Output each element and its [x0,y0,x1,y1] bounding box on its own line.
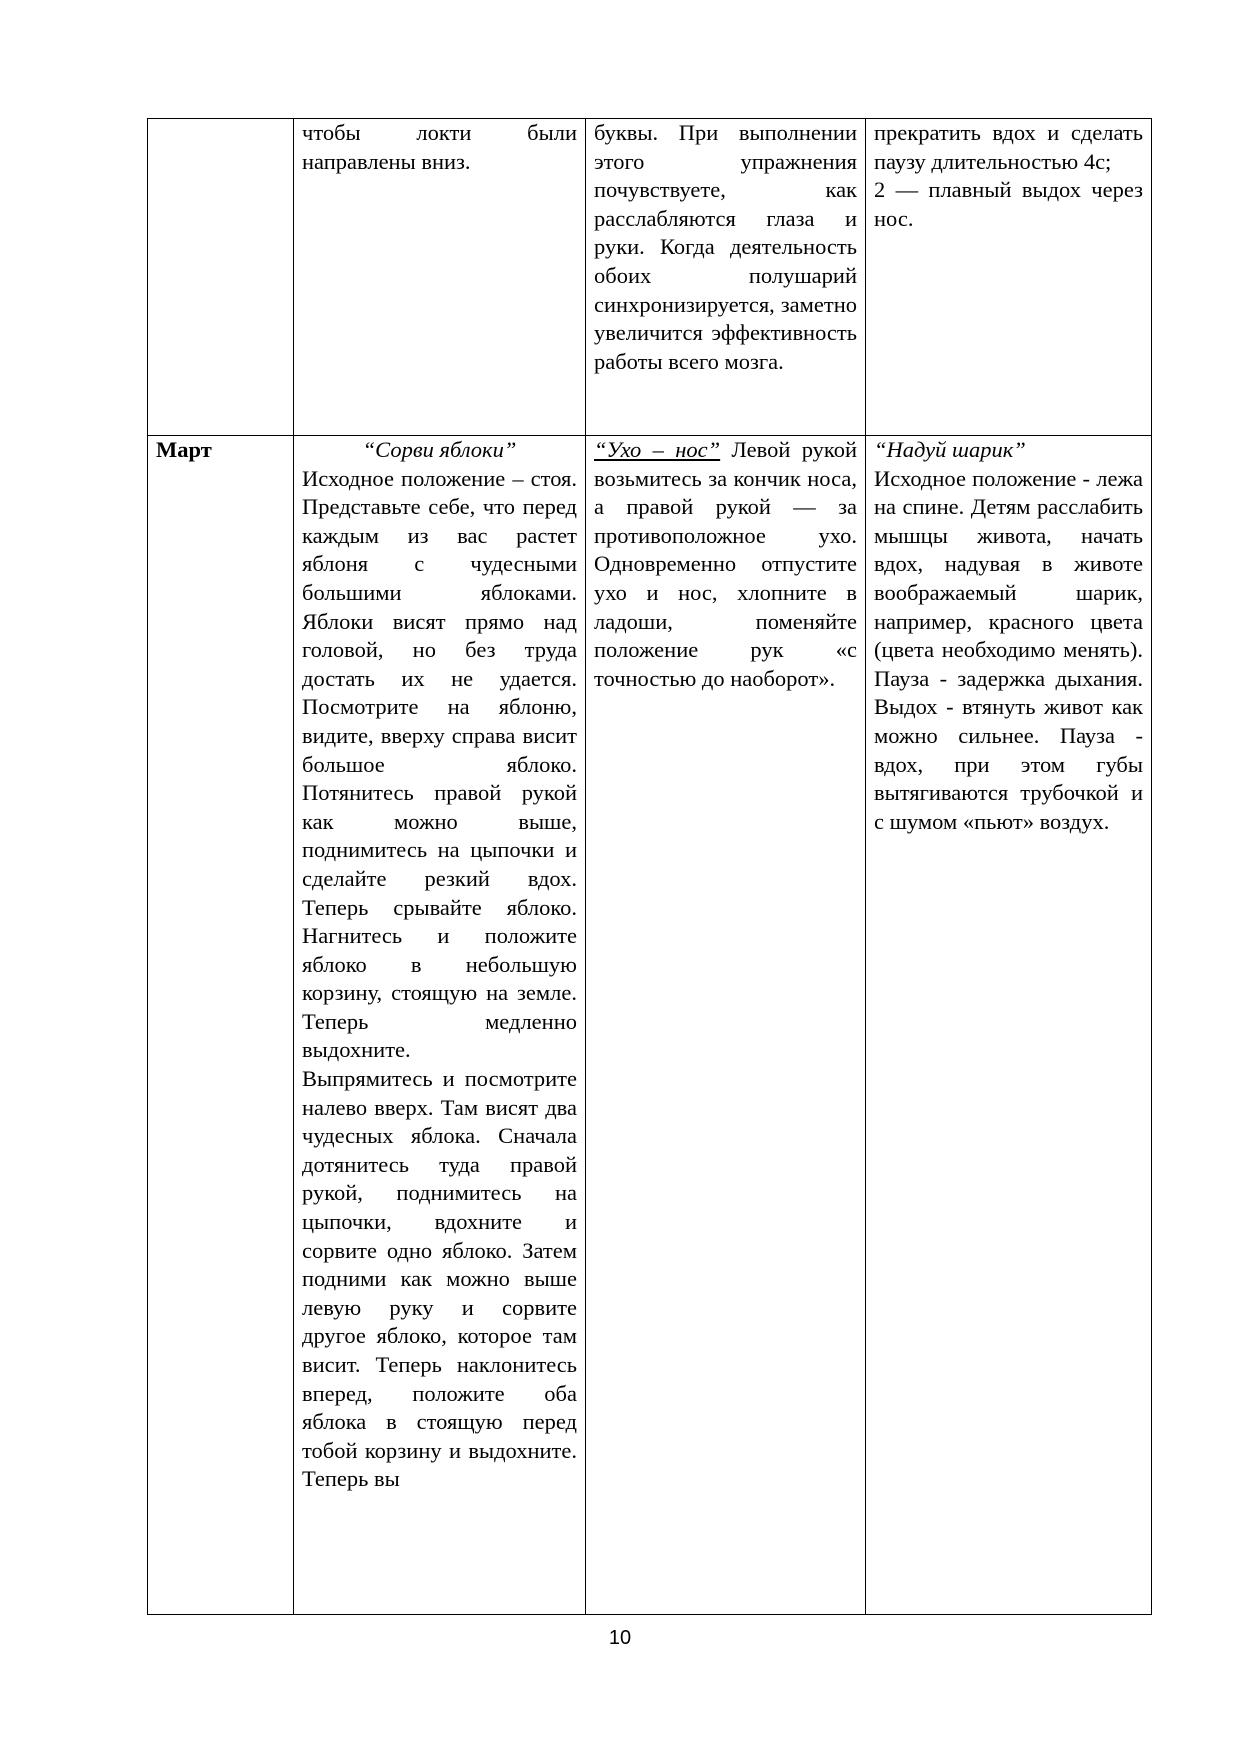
month-cell [148,436,294,1615]
cell-text: Исходное положение – стоя. Представьте себе, что перед каждым из вас растет яблоня с чудесными большими яблоками. Яблоки висят прямо над головой, но без труда достать их не удается. Посмотрите на яблоню, видите, вверху справа висит большое яблоко. Потянитесь правой рукой как можно выше, поднимитесь на цыпочки и сделайте резкий вдох. Теперь срывайте яблоко. Нагнитесь и положите яблоко в небольшую корзину, стоящую на земле. Теперь медленно выдохните. [302,465,577,1063]
table-row [148,436,1152,1615]
table-row [148,119,1152,436]
exercise-cell [294,119,586,436]
exercise-cell [586,436,866,1615]
exercise-cell [294,436,586,1615]
page-number: 10 [608,1627,632,1649]
exercise-cell [586,119,866,436]
exercise-cell [866,119,1152,436]
exercise-title: “Сорви яблоки” [362,437,517,462]
month-cell [148,119,294,436]
cell-text: Исходное положение - лежа на спине. Детям расслабить мышцы живота, начать вдох, надувая в животе воображаемый шарик, например, красного цвета (цвета необходимо менять). Пауза - задержка дыхания. Выдох - втянуть живот как можно сильнее. Пауза - вдох, при этом губы вытягиваются трубочкой и с шумом «пьют» воздух. [874,465,1143,834]
cell-text: прекратить вдох и сделать паузу длительностью 4с; [874,120,1143,174]
month-label: Март [156,437,212,462]
exercise-cell [866,436,1152,1615]
exercise-title: “Надуй шарик” [874,437,1026,462]
exercise-title: “Ухо – нос” [594,437,721,462]
cell-text [594,436,857,693]
cell-text: 2 — плавный выдох через нос. [874,177,1143,231]
cell-text: буквы. При выполнении этого упражнения почувствуете, как расслабляются глаза и руки. Когда деятельность обоих полушарий синхронизируется, заметно увеличится эффективность работы всего мозга. [594,120,857,374]
exercise-table [147,118,1152,1615]
exercise-text: Левой рукой возьмитесь за кончик носа, а правой рукой — за противоположное ухо. Одновременно отпустите ухо и нос, хлопните в ладоши, поменяйте положение рук «с точностью до наоборот». [594,437,858,691]
cell-text: чтобы локти были направлены вниз. [302,120,577,174]
cell-text: Выпрямитесь и посмотрите налево вверх. Там висят два чудесных яблока. Сначала дотянитесь туда правой рукой, поднимитесь на цыпочки, вдохните и сорвите одно яблоко. Затем подними как можно выше левую руку и сорвите другое яблоко, которое там висит. Теперь наклонитесь вперед, положите оба яблока в стоящую перед тобой корзину и выдохните. Теперь вы [302,1066,577,1492]
